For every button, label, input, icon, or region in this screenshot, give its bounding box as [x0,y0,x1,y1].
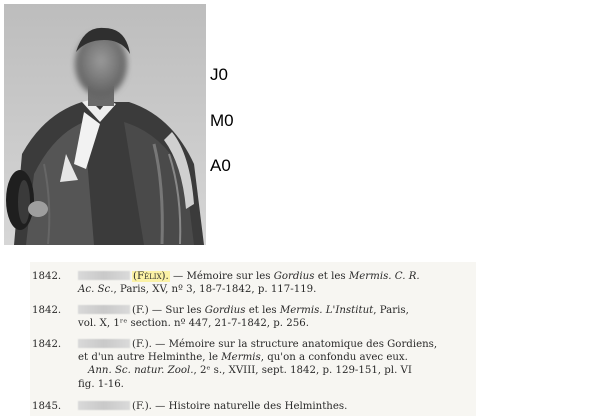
author-initial: (Félix). [133,271,169,282]
entry-line: (F.). — Mémoire sur la structure anatomique des Gordiens, [78,338,437,351]
entry-year: 1845. [32,401,62,412]
entry-line: fig. 1-16. [78,378,124,390]
redacted-author-name [78,339,130,348]
author-initial: (F.). [132,339,152,350]
redacted-author-name [78,271,130,280]
entry-line: (F.). — Histoire naturelle des Helminthes. [78,400,347,413]
bibliography-excerpt [30,262,476,416]
author-initial: (F.). [132,401,152,412]
italic-title: Gordius [204,305,246,316]
entry-line: Ann. Sc. natur. Zool., 2ᵉ s., XVIII, sept. 1842, p. 129-151, pl. VI [88,365,412,377]
redacted-author-name [78,305,130,314]
portrait-photo [4,4,206,245]
italic-title: Mermis [221,352,261,364]
redacted-author-name [78,401,130,410]
entry-line: (Félix). — Mémoire sur les Gordius et les Mermis. C. R. [78,270,420,283]
entry-line: vol. X, 1ʳᵉ section. nº 447, 21-7-1842, p. 256. [78,318,309,330]
entry-year: 1842. [32,339,62,350]
entry-line: (F.) — Sur les Gordius et les Mermis. L'Institut, Paris, [78,304,409,317]
entry-line: Ac. Sc., Paris, XV, nº 3, 18-7-1842, p. 117-119. [78,284,317,296]
author-initial: (F.) [132,305,149,316]
italic-title: Mermis. C. R. [348,271,420,282]
label-j0: J0 [210,65,228,84]
italic-title: Gordius [273,271,315,282]
italic-title: Mermis. L'Institut [279,305,374,316]
entry-year: 1842. [32,305,62,316]
italic-title: Ac. Sc. [78,284,114,296]
label-a0: A0 [210,156,231,175]
italic-title: Ann. Sc. natur. Zool. [88,365,194,377]
label-m0: M0 [210,111,234,130]
entry-year: 1842. [32,271,62,282]
entry-line: et d'un autre Helminthe, le Mermis, qu'on a confondu avec eux. [78,352,408,364]
